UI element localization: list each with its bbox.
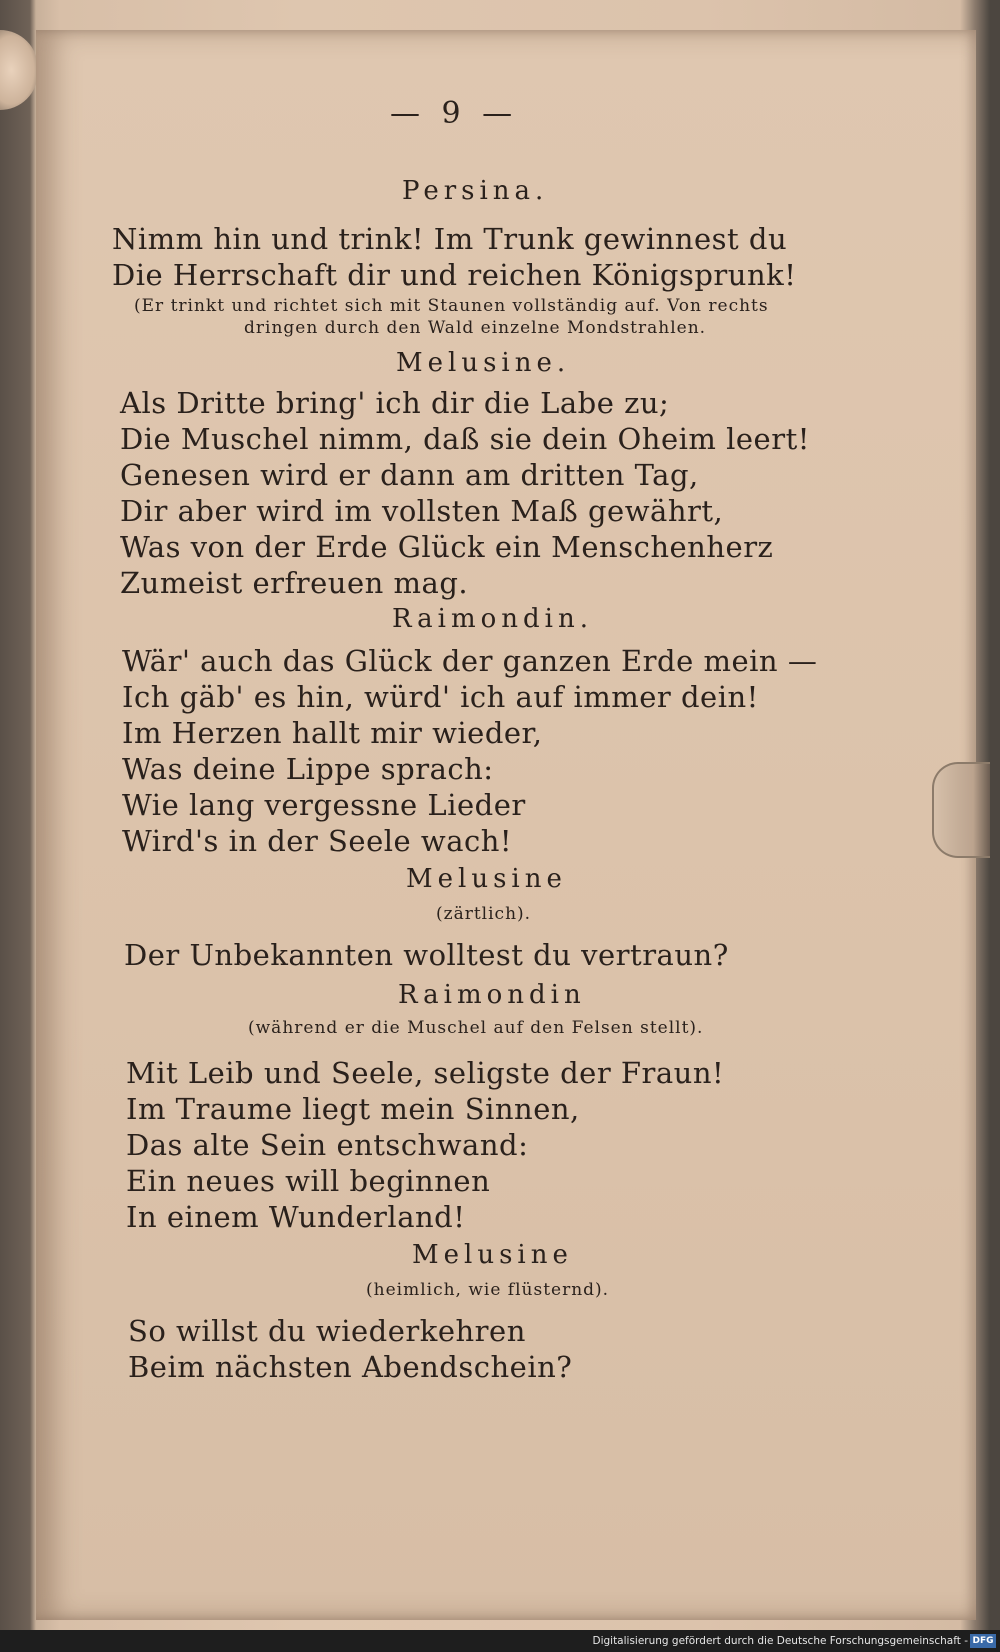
verse-line: Ich gäb' es hin, würd' ich auf immer dein!: [122, 680, 759, 714]
funding-credit: Digitalisierung gefördert durch die Deutsche Forschungsgemeinschaft -: [592, 1635, 968, 1647]
speaker-melusine: Melusine.: [396, 348, 571, 378]
stage-direction: dringen durch den Wald einzelne Mondstrahlen.: [244, 318, 707, 338]
speaker-melusine: Melusine: [406, 864, 567, 894]
verse-line: Als Dritte bring' ich dir die Labe zu;: [120, 386, 670, 420]
verse-line: Zumeist erfreuen mag.: [120, 566, 469, 600]
stage-direction: (zärtlich).: [436, 904, 532, 924]
verse-line: Das alte Sein entschwand:: [126, 1128, 529, 1162]
verse-line: Wie lang vergessne Lieder: [122, 788, 526, 822]
verse-line: Genesen wird er dann am dritten Tag,: [120, 458, 699, 492]
stage-direction: (während er die Muschel auf den Felsen stellt).: [248, 1018, 704, 1038]
page-number: — 9 —: [390, 96, 519, 131]
verse-line: In einem Wunderland!: [126, 1200, 466, 1234]
speaker-raimondin: Raimondin.: [392, 604, 594, 634]
stage-direction: (heimlich, wie flüsternd).: [366, 1280, 610, 1300]
digitization-footer: [0, 1630, 1000, 1652]
verse-line: Im Herzen hallt mir wieder,: [122, 716, 543, 750]
verse-line: Was von der Erde Glück ein Menschenherz: [120, 530, 774, 564]
verse-line: Beim nächsten Abendschein?: [128, 1350, 573, 1384]
stage-direction: (Er trinkt und richtet sich mit Staunen vollständig auf. Von rechts: [134, 296, 769, 316]
verse-line: Was deine Lippe sprach:: [122, 752, 494, 786]
verse-line: Die Muschel nimm, daß sie dein Oheim leert!: [120, 422, 810, 456]
verse-line: Der Unbekannten wolltest du vertraun?: [124, 938, 729, 972]
speaker-persina: Persina.: [402, 176, 549, 206]
verse-line: Im Traume liegt mein Sinnen,: [126, 1092, 580, 1126]
verse-line: Ein neues will beginnen: [126, 1164, 491, 1198]
verse-line: So willst du wiederkehren: [128, 1314, 526, 1348]
verse-line: Die Herrschaft dir und reichen Königsprunk!: [112, 258, 797, 292]
speaker-raimondin: Raimondin: [398, 980, 586, 1010]
speaker-melusine: Melusine: [412, 1240, 573, 1270]
verse-line: Dir aber wird im vollsten Maß gewährt,: [120, 494, 724, 528]
verse-line: Wär' auch das Glück der ganzen Erde mein —: [122, 644, 818, 678]
verse-line: Nimm hin und trink! Im Trunk gewinnest du: [112, 222, 788, 256]
dfg-logo: DFG: [970, 1634, 996, 1648]
verse-line: Wird's in der Seele wach!: [122, 824, 513, 858]
verse-line: Mit Leib und Seele, seligste der Fraun!: [126, 1056, 725, 1090]
